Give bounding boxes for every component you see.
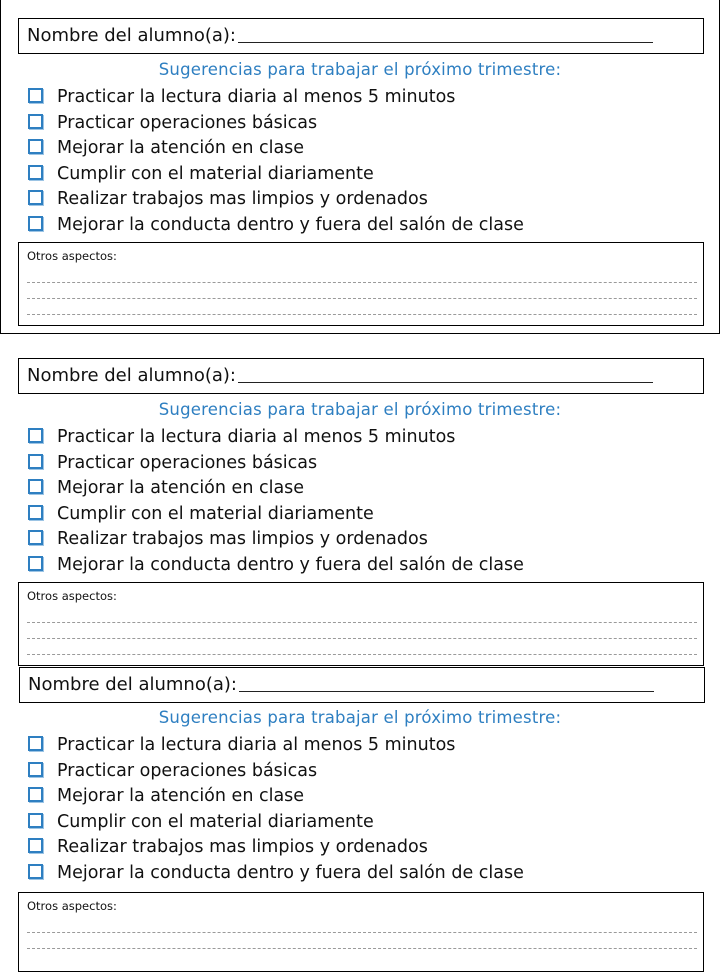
checklist-item[interactable] — [28, 810, 524, 836]
other-aspects-label: Otros aspectos: — [27, 899, 117, 913]
checklist-item[interactable] — [28, 759, 524, 785]
checklist-item[interactable] — [28, 476, 524, 502]
suggestions-checklist — [28, 425, 524, 579]
checkbox-icon[interactable] — [28, 838, 43, 853]
student-name-field[interactable] — [18, 358, 704, 394]
checklist-item-label: Realizar trabajos mas limpios y ordenados — [57, 837, 428, 858]
checklist-item-label: Mejorar la atención en clase — [57, 138, 305, 159]
checkbox-icon[interactable] — [28, 736, 43, 751]
checkbox-icon[interactable] — [28, 505, 43, 520]
name-blank-line[interactable] — [238, 360, 653, 383]
student-name-label: Nombre del alumno(a): — [27, 365, 236, 386]
checklist-item-label: Mejorar la atención en clase — [57, 786, 305, 807]
checkbox-icon[interactable] — [28, 114, 43, 129]
other-aspects-box[interactable] — [18, 582, 704, 666]
name-blank-line[interactable] — [238, 20, 653, 43]
checklist-item[interactable] — [28, 553, 524, 579]
checkbox-icon[interactable] — [28, 787, 43, 802]
checklist-item-label: Practicar operaciones básicas — [57, 760, 318, 781]
checklist-item-label: Mejorar la conducta dentro y fuera del salón de clase — [57, 862, 524, 883]
checklist-item[interactable] — [28, 502, 524, 528]
suggestions-heading: Sugerencias para trabajar el próximo trimestre: — [158, 400, 562, 419]
checklist-item[interactable] — [28, 861, 524, 887]
checklist-item[interactable] — [28, 733, 524, 759]
checklist-item-label: Practicar la lectura diaria al menos 5 minutos — [57, 427, 456, 447]
checklist-item-label: Realizar trabajos mas limpios y ordenados — [57, 529, 428, 550]
checkbox-icon[interactable] — [28, 813, 43, 828]
checkbox-icon[interactable] — [28, 864, 43, 879]
checkbox-icon[interactable] — [28, 530, 43, 545]
checklist-item[interactable] — [28, 784, 524, 810]
writing-line — [27, 933, 697, 949]
checklist-item[interactable] — [28, 425, 524, 451]
checklist-item-label: Mejorar la conducta dentro y fuera del salón de clase — [57, 214, 524, 235]
student-name-label: Nombre del alumno(a): — [28, 674, 237, 695]
checklist-item[interactable] — [28, 111, 524, 137]
writing-line — [27, 639, 697, 655]
other-aspects-box[interactable] — [18, 242, 704, 326]
writing-line — [27, 607, 697, 623]
checkbox-icon[interactable] — [28, 479, 43, 494]
student-name-label: Nombre del alumno(a): — [27, 25, 236, 46]
other-aspects-box[interactable] — [18, 892, 704, 972]
checklist-item[interactable] — [28, 162, 524, 188]
writing-line — [27, 299, 697, 315]
other-aspects-label: Otros aspectos: — [27, 589, 117, 603]
checklist-item-label: Practicar operaciones básicas — [57, 452, 318, 473]
checklist-item-label: Realizar trabajos mas limpios y ordenados — [57, 189, 428, 210]
checklist-item-label: Practicar la lectura diaria al menos 5 minutos — [57, 87, 456, 107]
checkbox-icon[interactable] — [28, 139, 43, 154]
writing-line — [27, 623, 697, 639]
checkbox-icon[interactable] — [28, 556, 43, 571]
checkbox-icon[interactable] — [28, 762, 43, 777]
checklist-item[interactable] — [28, 451, 524, 477]
checklist-item-label: Cumplir con el material diariamente — [57, 811, 374, 832]
checklist-item[interactable] — [28, 835, 524, 861]
suggestions-checklist — [28, 85, 524, 239]
checkbox-icon[interactable] — [28, 216, 43, 231]
name-blank-line[interactable] — [239, 669, 654, 692]
other-aspects-label: Otros aspectos: — [27, 249, 117, 263]
suggestions-heading: Sugerencias para trabajar el próximo trimestre: — [158, 60, 562, 79]
suggestions-checklist — [28, 733, 524, 887]
checklist-item[interactable] — [28, 136, 524, 162]
checklist-item[interactable] — [28, 213, 524, 239]
checkbox-icon[interactable] — [28, 190, 43, 205]
checkbox-icon[interactable] — [28, 428, 43, 443]
checklist-item-label: Cumplir con el material diariamente — [57, 163, 374, 184]
checkbox-icon[interactable] — [28, 454, 43, 469]
checklist-item-label: Mejorar la atención en clase — [57, 478, 305, 499]
checklist-item[interactable] — [28, 85, 524, 111]
writing-line — [27, 267, 697, 283]
checklist-item[interactable] — [28, 527, 524, 553]
checklist-item-label: Practicar la lectura diaria al menos 5 minutos — [57, 735, 456, 755]
checklist-item-label: Practicar operaciones básicas — [57, 112, 318, 133]
writing-line — [27, 917, 697, 933]
writing-line — [27, 283, 697, 299]
student-name-field[interactable] — [19, 667, 705, 703]
student-name-field[interactable] — [18, 18, 704, 54]
checkbox-icon[interactable] — [28, 88, 43, 103]
checklist-item-label: Mejorar la conducta dentro y fuera del salón de clase — [57, 554, 524, 575]
checklist-item-label: Cumplir con el material diariamente — [57, 503, 374, 524]
suggestions-heading: Sugerencias para trabajar el próximo trimestre: — [158, 708, 562, 727]
checklist-item[interactable] — [28, 187, 524, 213]
checkbox-icon[interactable] — [28, 165, 43, 180]
